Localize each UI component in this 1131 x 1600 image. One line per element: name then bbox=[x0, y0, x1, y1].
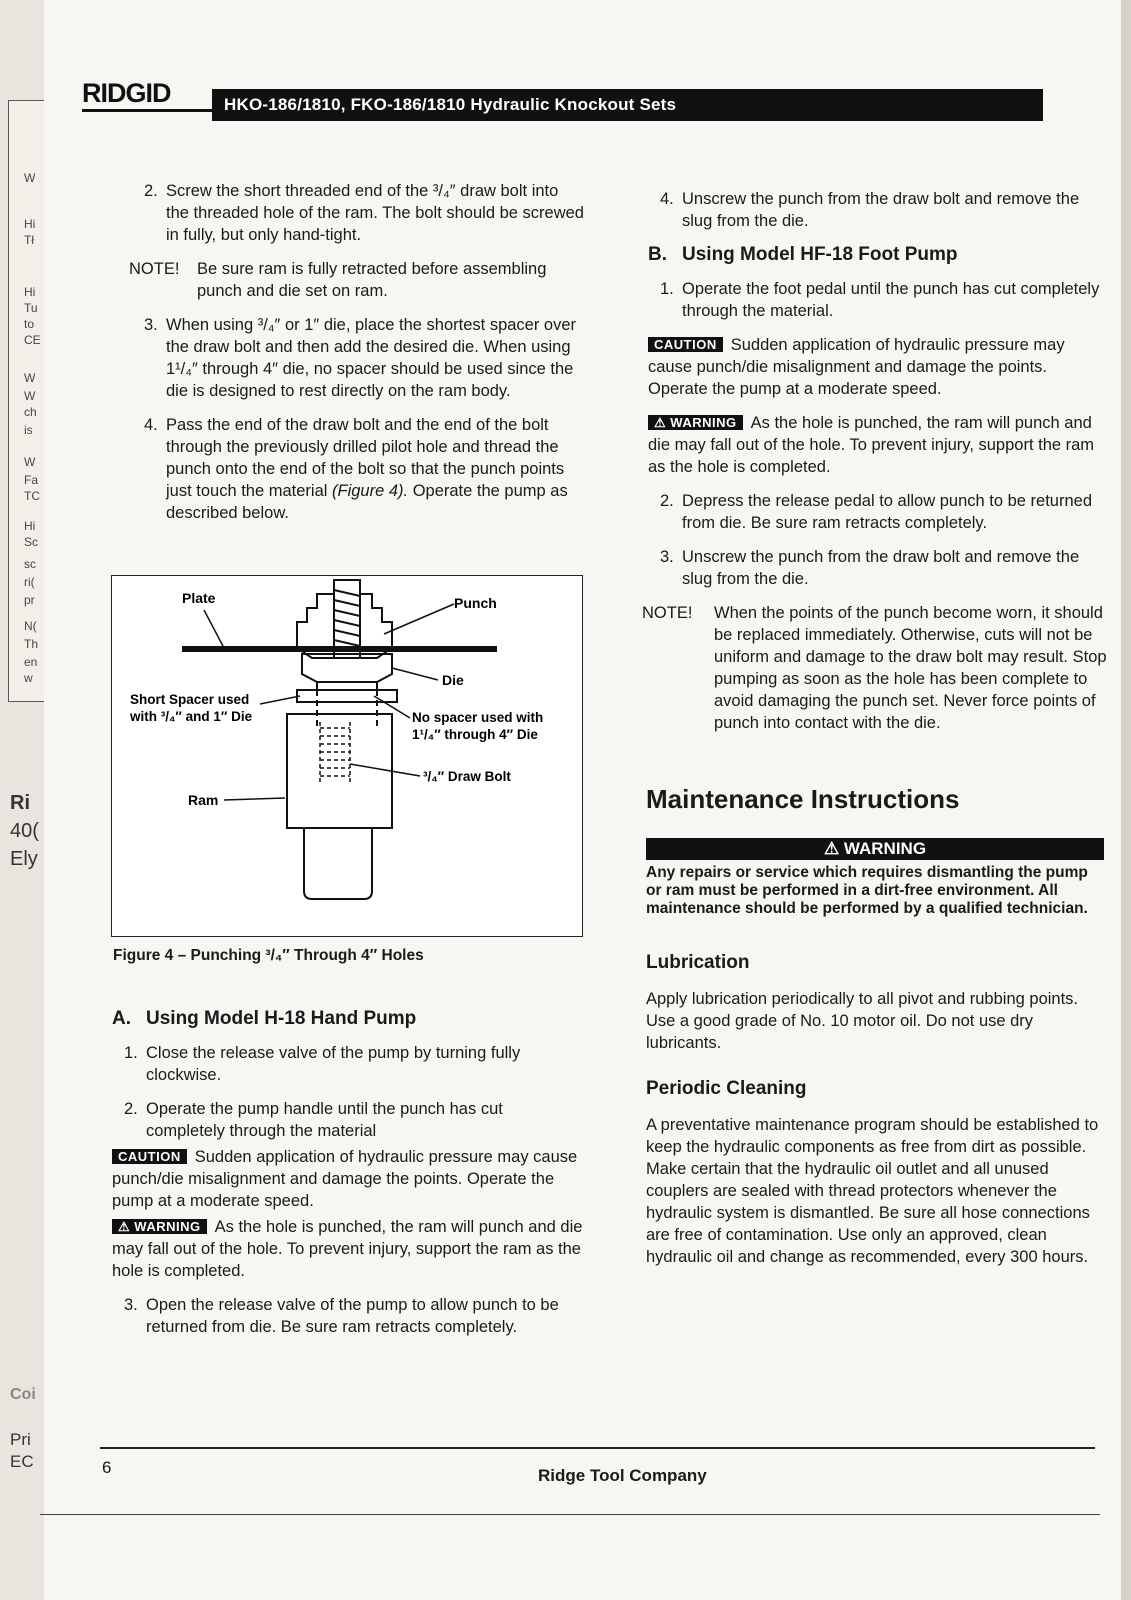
item-text: Unscrew the punch from the draw bolt and remove the slug from the die. bbox=[682, 548, 1080, 588]
note-block bbox=[642, 602, 1108, 734]
header-title-bar: HKO-186/1810, FKO-186/1810 Hydraulic Knockout Sets bbox=[212, 89, 1043, 121]
right-column bbox=[642, 188, 1108, 746]
caution-text: Sudden application of hydraulic pressure may cause punch/die misalignment and damage the points. Operate the pump at a moderate speed. bbox=[648, 336, 1065, 398]
section-letter: B. bbox=[648, 244, 667, 265]
label-spacer: with ³/₄″ and 1″ Die bbox=[130, 709, 253, 724]
drawbolt-leader bbox=[350, 764, 420, 776]
label-die: Die bbox=[442, 672, 464, 688]
item-text: When using ³/₄″ or 1″ die, place the shortest spacer over the draw bolt and then add the desired die. When using 1¹/₄″ through 4″ die, no spacer should be used since the die is designed to rest directly on the ram body. bbox=[166, 316, 577, 400]
spine-fragment: TC bbox=[24, 489, 40, 503]
item-number: 1. bbox=[124, 1044, 138, 1062]
section-title: Using Model HF-18 Foot Pump bbox=[682, 244, 958, 265]
label-punch: Punch bbox=[454, 595, 497, 611]
note-block bbox=[129, 258, 584, 302]
spine-fragment: W bbox=[24, 389, 36, 403]
spine-fragment: pr bbox=[24, 593, 35, 607]
spine-fragment: CE bbox=[24, 333, 41, 347]
facing-page-spine bbox=[0, 0, 45, 1600]
spine-fragment: ch bbox=[24, 405, 37, 419]
spine-fragment: 40( bbox=[10, 820, 39, 842]
label-no-spacer: No spacer used with bbox=[412, 710, 544, 725]
item-number: 2. bbox=[660, 492, 674, 510]
list-item bbox=[132, 314, 584, 402]
list-item bbox=[112, 1098, 586, 1142]
note-label: NOTE! bbox=[129, 260, 180, 278]
left-column-top bbox=[129, 180, 584, 536]
item-text: Open the release valve of the pump to allow punch to be returned from die. Be sure ram retracts completely. bbox=[146, 1296, 559, 1336]
spine-fragment: Tu bbox=[24, 301, 38, 315]
section-title: Using Model H-18 Hand Pump bbox=[146, 1008, 417, 1029]
footer-rule bbox=[100, 1447, 1095, 1449]
item-number: 3. bbox=[124, 1296, 138, 1314]
spacer-leader bbox=[260, 696, 300, 704]
spine-fragment: W bbox=[24, 371, 36, 385]
ram-leader bbox=[224, 798, 285, 800]
ram-thread-lines bbox=[320, 728, 350, 776]
section-b-heading bbox=[648, 244, 1108, 266]
spine-fragment: en bbox=[24, 655, 38, 669]
warning-text: As the hole is punched, the ram will punch and die may fall out of the hole. To prevent injury, support the ram as the hole is completed. bbox=[112, 1218, 583, 1280]
page-number: 6 bbox=[102, 1458, 112, 1477]
spine-fragment: ri( bbox=[24, 575, 35, 589]
caution-block bbox=[112, 1146, 586, 1212]
item-text: Screw the short threaded end of the ³/₄″ draw bolt into the threaded hole of the ram. The bolt should be screwed in fully, but only hand-tight. bbox=[166, 182, 584, 244]
label-draw-bolt: ³/₄″ Draw Bolt bbox=[423, 769, 511, 784]
note-text: When the points of the punch become worn, it should be replaced immediately. Otherwise, cuts will not be uniform and damage to the draw bolt may result. Stop pumping as soon as the hole has been complete to avoid damaging the punch set. Never force points of punch into contact with the die. bbox=[714, 604, 1107, 732]
ram-body-shape bbox=[287, 714, 392, 828]
label-ram: Ram bbox=[188, 792, 219, 808]
spine-fragment: W bbox=[24, 455, 36, 469]
spine-fragment: Hi bbox=[24, 519, 36, 533]
page-edge bbox=[1121, 0, 1131, 1600]
spine-fragment: Pri bbox=[10, 1430, 31, 1449]
list-item bbox=[132, 414, 584, 524]
caution-text: Sudden application of hydraulic pressure may cause punch/die misalignment and damage the points. Operate the pump at a moderate speed. bbox=[112, 1148, 578, 1210]
label-plate: Plate bbox=[182, 590, 216, 606]
maintenance-warning-text: Any repairs or service which requires dismantling the pump or ram must be performed in a dirt-free environment. All maintenance should be performed by a qualified technician. bbox=[646, 864, 1088, 917]
list-item bbox=[648, 546, 1108, 590]
maintenance-title: Maintenance Instructions bbox=[646, 784, 960, 814]
warning-block bbox=[112, 1216, 586, 1282]
spine-fragment: Th bbox=[24, 637, 39, 651]
plate-leader bbox=[204, 610, 224, 648]
item-text: Depress the release pedal to allow punch to be returned from die. Be sure ram retracts completely. bbox=[682, 492, 1093, 532]
list-item bbox=[132, 180, 584, 246]
ram-stem-shape bbox=[304, 828, 372, 899]
spine-fragment: w bbox=[24, 671, 33, 685]
figure-caption: Figure 4 – Punching ³/₄″ Through 4″ Holes bbox=[113, 947, 424, 964]
item-text: Operate the foot pedal until the punch has cut completely through the material. bbox=[682, 280, 1100, 320]
label-spacer: Short Spacer used bbox=[130, 692, 250, 707]
spine-fragment: Hi bbox=[24, 217, 36, 231]
caution-badge: CAUTION bbox=[648, 337, 723, 352]
warning-block bbox=[648, 412, 1108, 478]
plate-shape bbox=[182, 646, 497, 652]
item-text: Pass the end of the draw bolt and the end of the bolt through the previously drilled pilot hole and thread the punch onto the end of the bolt so that the punch points just touch the material bbox=[166, 416, 565, 500]
note-label: NOTE! bbox=[642, 604, 693, 622]
cleaning-heading: Periodic Cleaning bbox=[646, 1078, 807, 1099]
punch-leader bbox=[384, 604, 454, 634]
spine-fragment: Tł bbox=[24, 233, 34, 247]
cleaning-text: A preventative maintenance program should be established to keep the hydraulic components as free from dirt as possible. Make certain that the hydraulic oil outlet and all unused couplers are sealed with thread protectors whenever the hydraulic system is dismantled. Be sure all hose connections are free of contamination. Use only an approved, clean hydraulic oil and change as recommended, every 300 hours. bbox=[646, 1116, 1099, 1266]
die-leader bbox=[392, 668, 438, 680]
item-text: Close the release valve of the pump by turning fully clockwise. bbox=[146, 1044, 521, 1084]
spine-fragment: Ely bbox=[10, 848, 38, 870]
spine-fragment: EC bbox=[10, 1452, 34, 1471]
item-number: 3. bbox=[660, 548, 674, 566]
item-number: 4. bbox=[660, 190, 674, 208]
maintenance-section bbox=[646, 784, 1104, 1280]
item-text: Operate the pump handle until the punch has cut completely through the material bbox=[146, 1100, 503, 1140]
list-item bbox=[648, 278, 1108, 322]
spine-fragment: N( bbox=[24, 619, 37, 633]
die-base bbox=[317, 682, 377, 690]
spine-fragment: Fa bbox=[24, 473, 39, 487]
list-item bbox=[648, 188, 1108, 232]
spine-fragment: Coi bbox=[10, 1386, 36, 1403]
spine-fragment: is bbox=[24, 423, 33, 437]
section-a bbox=[112, 1000, 586, 1350]
warning-text: As the hole is punched, the ram will punch and die may fall out of the hole. To prevent injury, support the ram as the hole is completed. bbox=[648, 414, 1095, 476]
figure-reference: (Figure 4). bbox=[332, 482, 409, 500]
spine-fragment: Ri bbox=[10, 792, 30, 814]
lubrication-heading: Lubrication bbox=[646, 952, 750, 973]
spine-fragment: Sc bbox=[24, 535, 39, 549]
item-number: 2. bbox=[124, 1100, 138, 1118]
warning-badge: ⚠ WARNING bbox=[648, 415, 743, 430]
warning-badge: ⚠ WARNING bbox=[112, 1219, 207, 1234]
spine-fragment: sc bbox=[24, 557, 36, 571]
note-text: Be sure ram is fully retracted before assembling punch and die set on ram. bbox=[197, 260, 547, 300]
spine-fragment: Hi bbox=[24, 285, 36, 299]
company-name: Ridge Tool Company bbox=[538, 1466, 707, 1485]
item-number: 4. bbox=[144, 416, 158, 434]
punch-die-diagram bbox=[112, 576, 582, 936]
label-no-spacer: 1¹/₄″ through 4″ Die bbox=[412, 727, 538, 742]
section-letter: A. bbox=[112, 1008, 131, 1029]
list-item bbox=[112, 1042, 586, 1086]
spine-fragment: W bbox=[24, 171, 36, 185]
caution-block bbox=[648, 334, 1108, 400]
item-number: 3. bbox=[144, 316, 158, 334]
figure-4 bbox=[111, 575, 583, 937]
item-number: 1. bbox=[660, 280, 674, 298]
spine-fragment: to bbox=[24, 317, 35, 331]
item-number: 2. bbox=[144, 182, 158, 200]
list-item bbox=[112, 1294, 586, 1338]
ridgid-logo: RIDGID bbox=[82, 78, 171, 108]
lubrication-text: Apply lubrication periodically to all pivot and rubbing points. Use a good grade of No. 10 motor oil. Do not use dry lubricants. bbox=[646, 990, 1079, 1052]
caution-badge: CAUTION bbox=[112, 1149, 187, 1164]
section-a-heading bbox=[112, 1008, 586, 1030]
item-text: Unscrew the punch from the draw bolt and remove the slug from the die. bbox=[682, 190, 1080, 230]
item-text: Operate the pump as described below. bbox=[166, 482, 568, 522]
page-bottom-edge bbox=[40, 1514, 1100, 1515]
maintenance-warning-bar: ⚠ WARNING bbox=[646, 838, 1104, 860]
list-item bbox=[648, 490, 1108, 534]
